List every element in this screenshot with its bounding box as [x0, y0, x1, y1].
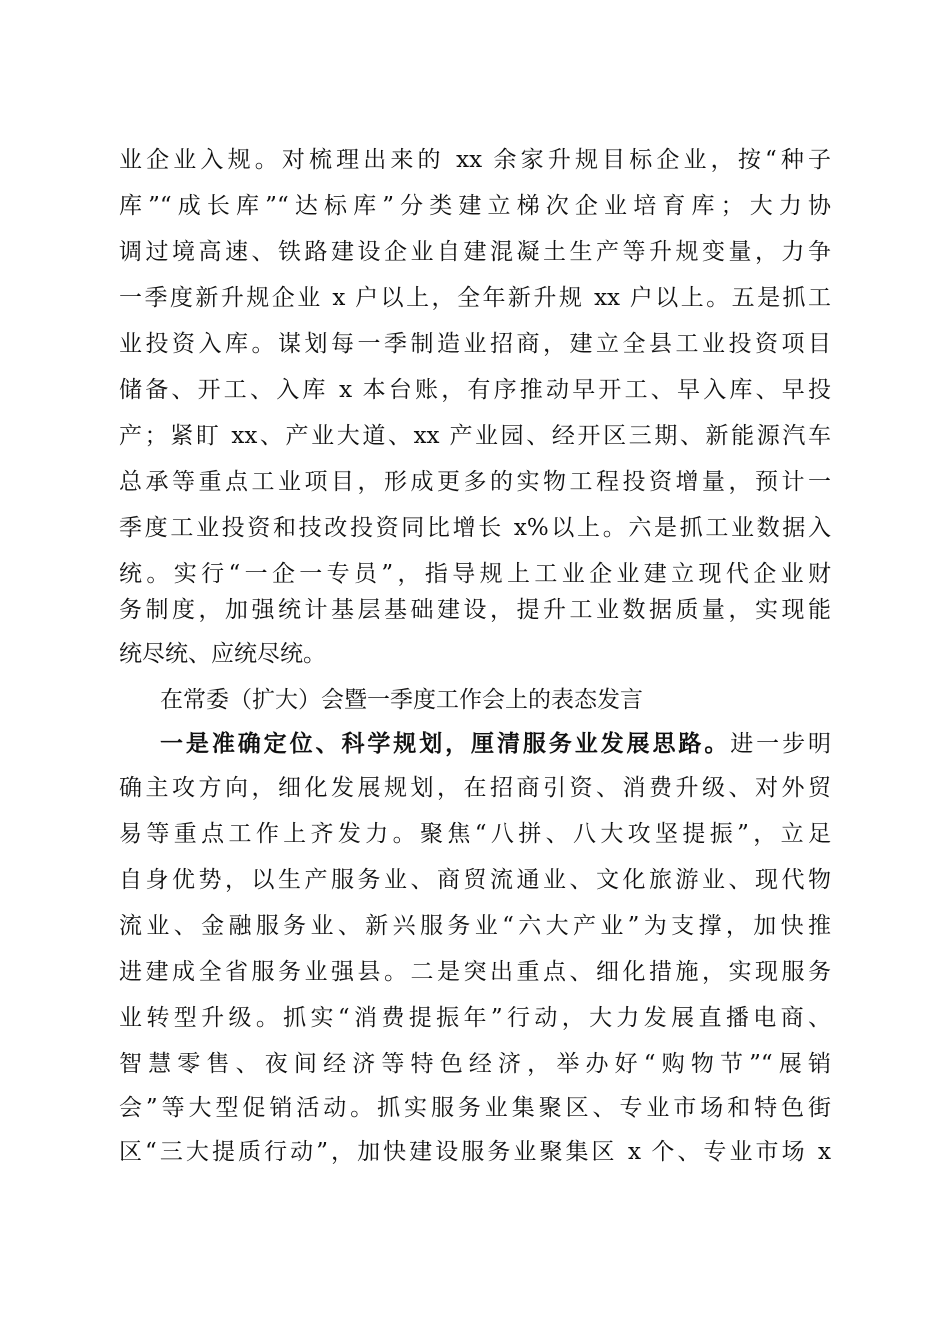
paragraph-line: 季度工业投资和技改投资同比增长 x%以上。六是抓工业数据入 — [119, 515, 831, 541]
paragraph-line: 易等重点工作上齐发力。聚焦“八拼、八大攻坚提振”，立足 — [119, 821, 831, 847]
paragraph-line: 自身优势，以生产服务业、商贸流通业、文化旅游业、现代物 — [119, 867, 831, 893]
paragraph-line: 储备、开工、入库 x 本台账，有序推动早开工、早入库、早投 — [119, 377, 831, 403]
paragraph-line: 会”等大型促销活动。抓实服务业集聚区、专业市场和特色街 — [119, 1095, 831, 1121]
paragraph-line: 业企业入规。对梳理出来的 xx 余家升规目标企业，按“种子 — [119, 147, 831, 173]
bold-lead: 一是准确定位、科学规划，厘清服务业发展思路。 — [160, 730, 731, 757]
paragraph-line: 调过境高速、铁路建设企业自建混凝土生产等升规变量，力争 — [119, 239, 831, 265]
paragraph-line: 产；紧盯 xx、产业大道、xx 产业园、经开区三期、新能源汽车 — [119, 423, 831, 449]
paragraph-line: 智慧零售、夜间经济等特色经济，举办好“购物节”“展销 — [119, 1051, 831, 1077]
paragraph-line: 库”“成长库”“达标库”分类建立梯次企业培育库；大力协 — [119, 193, 831, 219]
paragraph-line: 流业、金融服务业、新兴服务业“六大产业”为支撑，加快推 — [119, 913, 831, 939]
paragraph-line: 业投资入库。谋划每一季制造业招商，建立全县工业投资项目 — [119, 331, 831, 357]
paragraph-line: 进建成全省服务业强县。二是突出重点、细化措施，实现服务 — [119, 959, 831, 985]
paragraph-line: 统。实行“一企一专员”，指导规上工业企业建立现代企业财 — [119, 561, 831, 587]
paragraph-line: 业转型升级。抓实“消费提振年”行动，大力发展直播电商、 — [119, 1005, 831, 1031]
paragraph-line: 确主攻方向，细化发展规划，在招商引资、消费升级、对外贸 — [119, 775, 831, 801]
paragraph-line: 区“三大提质行动”，加快建设服务业聚集区 x 个、专业市场 x — [119, 1139, 831, 1165]
paragraph-first-line — [160, 722, 831, 766]
paragraph-line: 统尽统、应统尽统。 — [119, 641, 326, 667]
first-line-rest: 进一步明 — [730, 731, 832, 757]
paragraph-line: 务制度，加强统计基层基础建设，提升工业数据质量，实现能 — [119, 597, 831, 623]
paragraph-line: 一季度新升规企业 x 户以上，全年新升规 xx 户以上。五是抓工 — [119, 285, 831, 311]
section-title: 在常委（扩大）会暨一季度工作会上的表态发言 — [160, 687, 643, 713]
paragraph-line: 总承等重点工业项目，形成更多的实物工程投资增量，预计一 — [119, 469, 831, 495]
